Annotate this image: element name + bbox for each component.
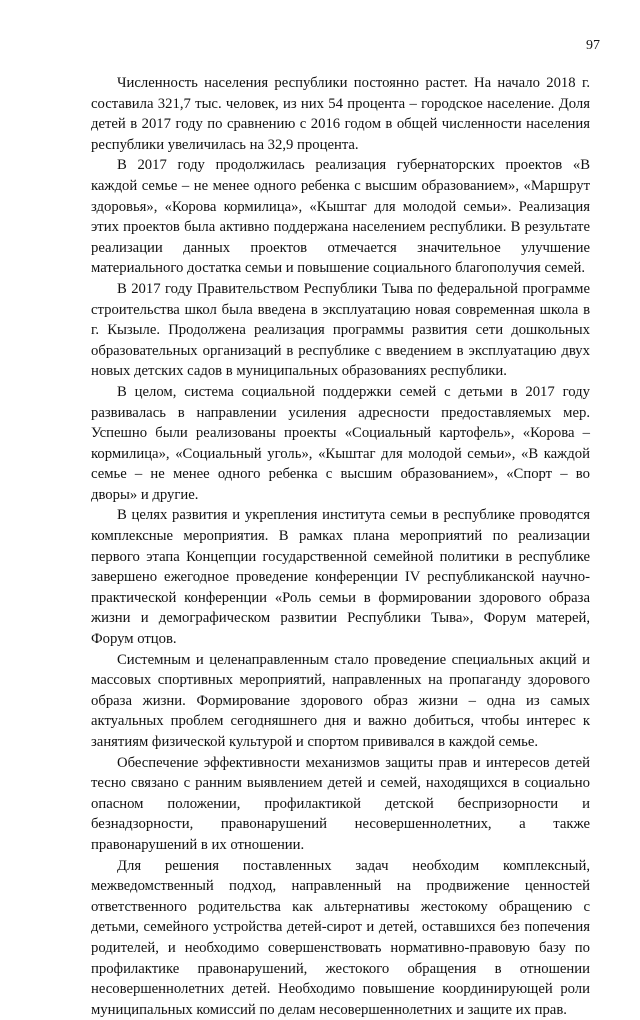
page-number: 97 — [586, 38, 600, 53]
paragraph-complex-approach: Для решения поставленных задач необходим комплексный, межведомственный подход, направленный на продвижение ценностей ответственного родительства как альтернативы жестокому обращению с детьми, семейного устройства детей-сирот и детей, оставшихся без попечения родителей, и необходимо совершенствовать нормативно-правовую базу по профилактике правонарушений, жестокого обращения в отношении несовершеннолетних детей. Необходимо повышение координирующей роли муниципальных комиссий по делам несовершеннолетних и защите их прав. — [91, 857, 590, 1018]
paragraph-population: Численность населения республики постоянно растет. На начало 2018 г. составила 321,7 тыс. человек, из них 54 процента – городское население. Доля детей в 2017 году по сравнению с 2016 годом в общей численности населения республики увеличилась на 32,9 процента. — [91, 75, 590, 153]
paragraph-social-support: В целом, система социальной поддержки семей с детьми в 2017 году развивалась в направлении усиления адресности предоставляемых мер. Успешно были реализованы проекты «Социальный картофель», «Корова – кормилица», «Социальный уголь», «Кыштаг для молодой семьи», «В каждой семье – не менее одного ребенка с высшим образованием», «Спорт – во дворы» и другие. — [91, 383, 590, 503]
paragraph-family-institute: В целях развития и укрепления института семьи в республике проводятся комплексные мероприятия. В рамках плана мероприятий по реализации первого этапа Концепции государственной семейной политики в республике завершено ежегодное проведение конференции IV республиканской научно-практической конференции «Роль семьи в формировании здорового образа жизни и демографическом развитии Республики Тыва», Форум матерей, Форум отцов. — [91, 507, 590, 648]
paragraph-sports-actions: Системным и целенаправленным стало проведение специальных акций и массовых спортивных мероприятий, направленных на пропаганду здорового образа жизни. Формирование здорового образ жизни – одна из самых актуальных проблем сегодняшнего дня и важно добиться, чтобы интерес к занятиям физической культурой и спортом прививался в каждой семье. — [91, 651, 590, 750]
body-text — [91, 73, 590, 1020]
paragraph-school-construction: В 2017 году Правительством Республики Тыва по федеральной программе строительства школ была введена в эксплуатацию новая современная школа в г. Кызыле. Продолжена реализация программы развития сети дошкольных образовательных организаций в республике с введением в эксплуатацию двух новых детских садов в муниципальных образованиях республики. — [91, 280, 590, 380]
paragraph-governor-projects: В 2017 году продолжилась реализация губернаторских проектов «В каждой семье – не менее одного ребенка с высшим образованием», «Маршрут здоровья», «Корова кормилица», «Кыштаг для молодой семьи». Реализация этих проектов была активно поддержана населением республики. В результате реализации данных проектов отмечается значительное улучшение материального достатка семьи и повышение социального благополучия семей. — [91, 157, 590, 277]
paragraph-child-rights: Обеспечение эффективности механизмов защиты прав и интересов детей тесно связано с ранним выявлением детей и семей, находящихся в социально опасном положении, профилактикой детской беспризорности и безнадзорности, правонарушений несовершеннолетних, а также правонарушений в их отношении. — [91, 754, 590, 853]
